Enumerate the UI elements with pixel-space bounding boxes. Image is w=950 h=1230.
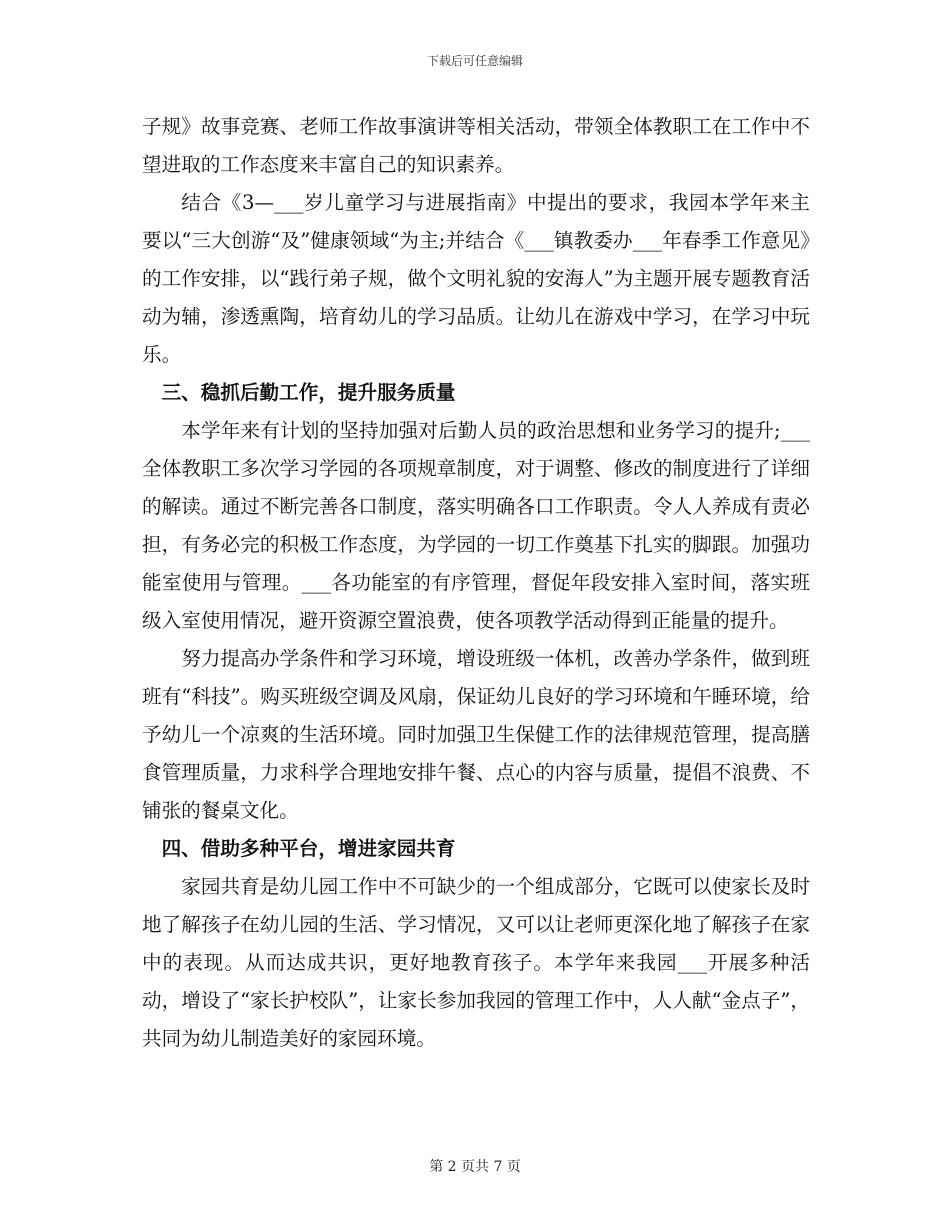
section-heading-3: 三、稳抓后勤工作，提升服务质量 [161,381,456,404]
paragraph-home-school: 家园共育是幼儿园工作中不可缺少的一个组成部分，它既可以使家长及时地了解孩子在幼儿园的生活、学习情况，又可以让老师更深化地了解孩子在家中的表现。从而达成共识，更好地教育孩子。本学年来我园___开展多种活动，增设了“家长护校队”，让家长参加我园的管理工作中，人人献“金点子”，共同为幼儿制造美好的家园环境。 [142,875,810,1050]
section-heading-4: 四、借助多种平台，增进家园共育 [161,837,456,860]
page-number: 第 2 页共 7 页 [429,1159,521,1175]
paragraph-conditions: 努力提高办学条件和学习环境，增设班级一体机，改善办学条件，做到班班有“科技”。购买班级空调及风扇，保证幼儿良好的学习环境和午睡环境，给予幼儿一个凉爽的生活环境。同时加强卫生保健工作的法律规范管理，提高膳食管理质量，力求科学合理地安排午餐、点心的内容与质量，提倡不浪费、不铺张的餐桌文化。 [142,647,810,822]
paragraph-guideline: 结合《3—___岁儿童学习与进展指南》中提出的要求，我园本学年来主要以“三大创游“及”健康领域“为主;并结合《___镇教委办___年春季工作意见》的工作安排，以“践行弟子规，做个文明礼貌的安海人”为主题开展专题教育活动为辅，渗透熏陶，培育幼儿的学习品质。让幼儿在游戏中学习，在学习中玩乐。 [142,191,810,366]
paragraph-logistics: 本学年来有计划的坚持加强对后勤人员的政治思想和业务学习的提升;___全体教职工多次学习学园的各项规章制度，对于调整、修改的制度进行了详细的解读。通过不断完善各口制度，落实明确各口工作职责。令人人养成有责必担，有务必完的积极工作态度，为学园的一切工作奠基下扎实的脚跟。加强功能室使用与管理。___各功能室的有序管理，督促年段安排入室时间，落实班级入室使用情况，避开资源空置浪费，使各项教学活动得到正能量的提升。 [142,419,810,632]
document-body [142,108,810,1058]
page-header: 下载后可任意编辑 [426,54,523,68]
paragraph-continuation: 子规》故事竞赛、老师工作故事演讲等相关活动，带领全体教职工在工作中不望进取的工作态度来丰富自己的知识素养。 [142,115,810,176]
